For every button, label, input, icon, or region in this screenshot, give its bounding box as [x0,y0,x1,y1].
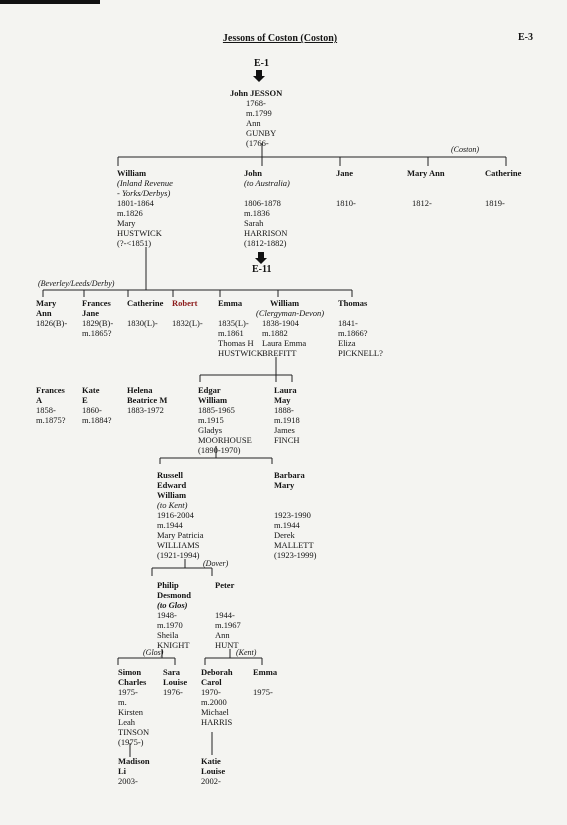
person-jane [336,168,356,208]
page-title: Jessons of Coston (Coston) [222,33,338,44]
person-details: 1975- [253,687,273,697]
person-details: 1819- [485,198,505,208]
person-mary-ann-1826 [36,298,67,328]
person-details: 1829(B)- m.1865? [82,318,114,338]
location-tag: (Glos) [143,648,164,657]
person-name: John JESSON [230,88,283,98]
person-details: 1810- [336,198,356,208]
person-madison-li [118,756,150,786]
person-details: 1835(L)- m.1861 Thomas H HUSTWICK [218,318,263,358]
person-note: (Clergyman-Devon) [256,308,325,318]
person-name: Emma [218,298,243,308]
person-name: Thomas [338,298,368,308]
person-name: Emma [253,667,278,677]
person-details: 1801-1864 m.1826 Mary HUSTWICK (?-<1851) [117,198,162,248]
person-emma-1835 [218,298,263,358]
person-philip-desmond [157,580,191,650]
reference-e11: E-11 [252,264,272,275]
person-emma-1975 [253,667,277,697]
person-name: Frances A [36,385,65,405]
person-frances-jane [82,298,113,338]
person-john-jesson [230,88,282,148]
location-tag: (Coston) [451,145,479,154]
person-laura-may [274,385,300,445]
person-catherine-1819 [485,168,521,208]
person-details: 1830(L)- [127,318,158,328]
person-details: 1860- m.1884? [82,405,112,425]
person-details: 1975- m. Kirsten Leah TINSON (1975-) [118,687,150,747]
person-kate-e [82,385,112,425]
person-details: 1768- m.1799 Ann GUNBY (1766- [246,98,277,148]
person-robert [172,298,203,328]
location-tag: (Kent) [236,648,257,657]
person-frances-a [36,385,66,425]
person-note: (to Glos) [157,600,188,610]
location-tag: (Dover) [203,559,229,568]
person-details: 1826(B)- [36,318,68,328]
person-edgar-william [198,385,252,455]
person-details: 1858- m.1875? [36,405,66,425]
person-details: 1970- m.2000 Michael HARRIS [201,687,233,727]
person-name: Kate E [82,385,100,405]
person-peter [215,580,241,650]
person-details: 1885-1965 m.1915 Gladys MOORHOUSE (1890-1970) [198,405,252,455]
person-deborah-carol [201,667,233,727]
person-name: Simon Charles [118,667,147,687]
person-details: 1916-2004 m.1944 Mary Patricia WILLIAMS (1921-1994) [157,510,204,560]
person-name: Katie Louise [201,756,226,776]
person-katie-louise [201,756,225,786]
person-name: Helena Beatrice M [127,385,168,405]
person-name: Frances Jane [82,298,111,318]
person-details: 1841- m.1866? Eliza PICKNELL? [338,318,383,358]
person-name: Jane [336,168,353,178]
person-details: 1888- m.1918 James FINCH [274,405,300,445]
person-name: William [270,298,300,308]
person-name: Catherine [485,168,522,178]
person-russell-edward [157,470,204,560]
person-name: Laura May [274,385,297,405]
person-name: Deborah Carol [201,667,233,687]
person-details: 1806-1878 m.1836 Sarah HARRISON (1812-1882) [244,198,288,248]
person-details: 1923-1990 m.1944 Derek MALLETT (1923-1999) [274,510,317,560]
person-name: Madison Li [118,756,150,776]
person-name: Russell Edward William [157,470,187,500]
person-sara-louise [163,667,187,697]
person-details: 1812- [412,198,432,208]
person-name: Mary Ann [407,168,445,178]
person-barbara-mary [274,470,317,560]
person-mary-ann [407,168,445,208]
person-name: Sara Louise [163,667,188,687]
person-details: 1832(L)- [172,318,203,328]
person-helena-beatrice [127,385,167,415]
person-details: 1838-1904 m.1882 Laura Emma BREFITT [262,318,307,358]
person-details: 1948- m.1970 Sheila KNIGHT [157,610,190,650]
person-name: Edgar William [198,385,228,405]
person-note: (to Australia) [244,178,290,188]
reference-e1: E-1 [254,58,269,69]
person-name: Barbara Mary [274,470,305,490]
person-william-1838 [256,298,325,358]
person-details: 2002- [201,776,221,786]
person-note: (to Kent) [157,500,188,510]
person-name: John [244,168,262,178]
location-tag: (Beverley/Leeds/Derby) [38,279,115,288]
person-thomas [338,298,383,358]
person-name: Catherine [127,298,164,308]
person-name: William [117,168,147,178]
person-name: Philip Desmond [157,580,192,600]
person-william-1801 [117,168,173,248]
person-name: Peter [215,580,235,590]
person-john-1806 [244,168,290,248]
person-name: Mary Ann [36,298,57,318]
person-note: (Inland Revenue - Yorks/Derbys) [117,178,173,198]
person-details: 1976- [163,687,183,697]
person-name: Robert [172,298,198,308]
person-details: 1944- m.1967 Ann HUNT [215,610,241,650]
person-details: 1883-1972 [127,405,164,415]
page-reference: E-3 [518,32,533,43]
person-catherine-1830 [127,298,163,328]
person-details: 2003- [118,776,138,786]
person-simon-charles [118,667,149,747]
